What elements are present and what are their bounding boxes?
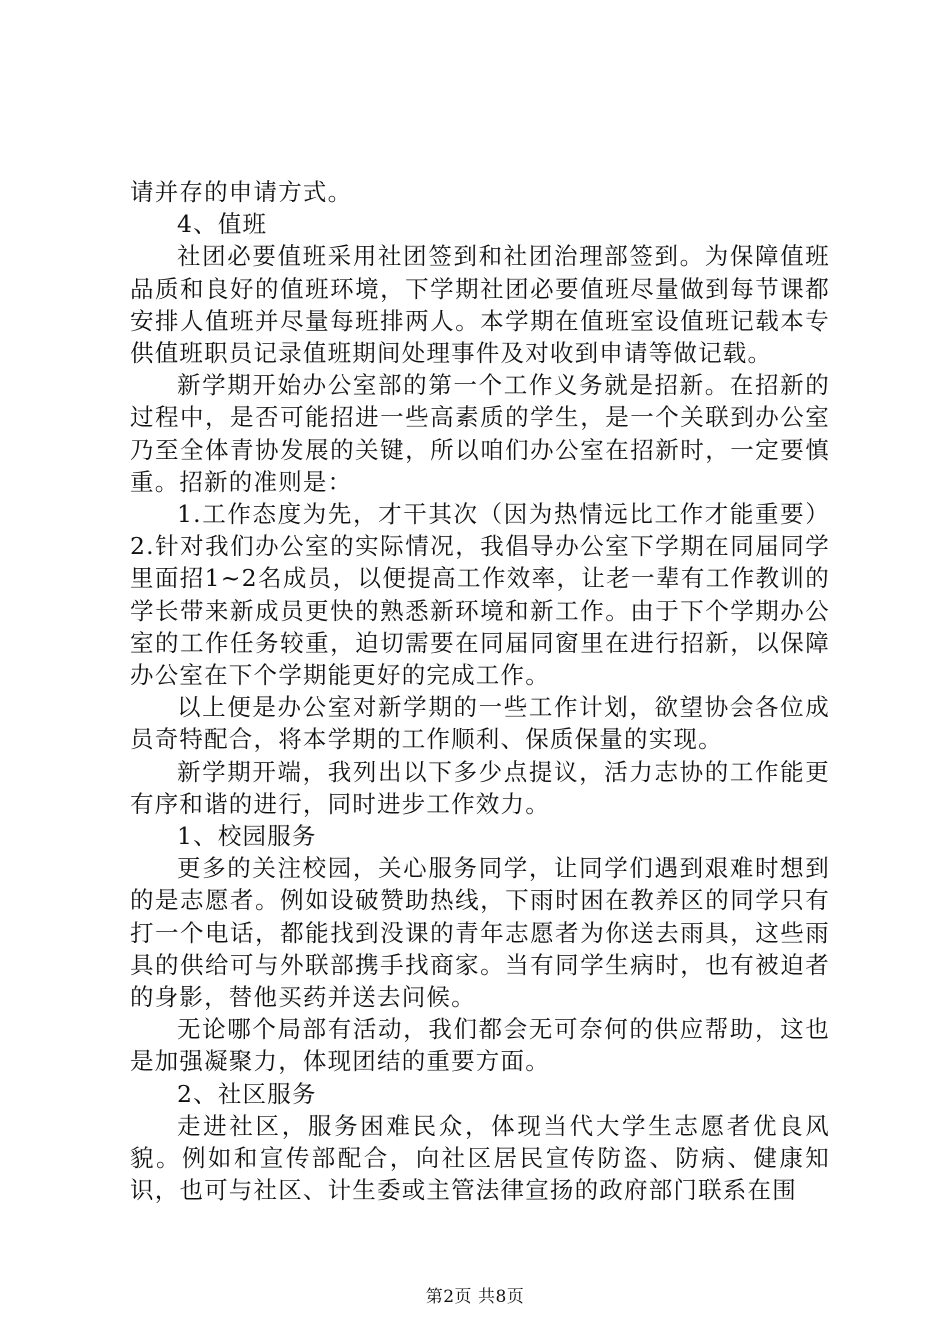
paragraph: 1.工作态度为先，才干其次（因为热情远比工作才能重要）2.针对我们办公室的实际情况，我倡导办公室下学期在同届同学里面招1~2名成员，以便提高工作效率，让老一辈有工作教训的学长带来新成员更快的熟悉新环境和新工作。由于下个学期办公室的工作任务较重，迫切需要在同届同窗里在进行招新，以保障办公室在下个学期能更好的完成工作。 [130, 500, 830, 690]
section-heading-community-service: 2、社区服务 [177, 1079, 317, 1108]
paragraph: 新学期开端，我列出以下多少点提议，活力志协的工作能更有序和谐的进行，同时进步工作效力。 [130, 757, 830, 818]
paragraph-continuation: 请并存的申请方式。 [130, 178, 353, 206]
page-number: 第2页 共8页 [425, 1287, 525, 1307]
section-heading-duty: 4、值班 [177, 210, 268, 239]
paragraph: 社团必要值班采用社团签到和社团治理部签到。为保障值班品质和良好的值班环境，下学期社团必要值班尽量做到每节课都安排人值班并尽量每班排两人。本学期在值班室设值班记载本专供值班职员记录值班期间处理事件及对收到申请等做记载。 [130, 242, 830, 368]
paragraph: 走进社区，服务困难民众，体现当代大学生志愿者优良风貌。例如和宣传部配合，向社区居民宣传防盗、防病、健康知识，也可与社区、计生委或主管法律宣扬的政府部门联系在围 [130, 1111, 830, 1205]
paragraph: 更多的关注校园，关心服务同学，让同学们遇到艰难时想到的是志愿者。例如设破赞助热线，下雨时困在教养区的同学只有打一个电话，都能找到没课的青年志愿者为你送去雨具，这些雨具的供给可与外联部携手找商家。当有同学生病时，也有被迫者的身影，替他买药并送去问候。 [130, 854, 830, 1012]
paragraph: 无论哪个局部有活动，我们都会无可奈何的供应帮助，这也是加强凝聚力，体现团结的重要方面。 [130, 1015, 830, 1076]
paragraph: 以上便是办公室对新学期的一些工作计划，欲望协会各位成员奇特配合，将本学期的工作顺利、保质保量的实现。 [130, 693, 830, 754]
document-body [130, 176, 830, 1207]
section-heading-campus-service: 1、校园服务 [177, 822, 317, 851]
paragraph: 新学期开始办公室部的第一个工作义务就是招新。在招新的过程中，是否可能招进一些高素质的学生，是一个关联到办公室乃至全体青协发展的关键，所以咱们办公室在招新时，一定要慎重。招新的准则是： [130, 371, 830, 496]
